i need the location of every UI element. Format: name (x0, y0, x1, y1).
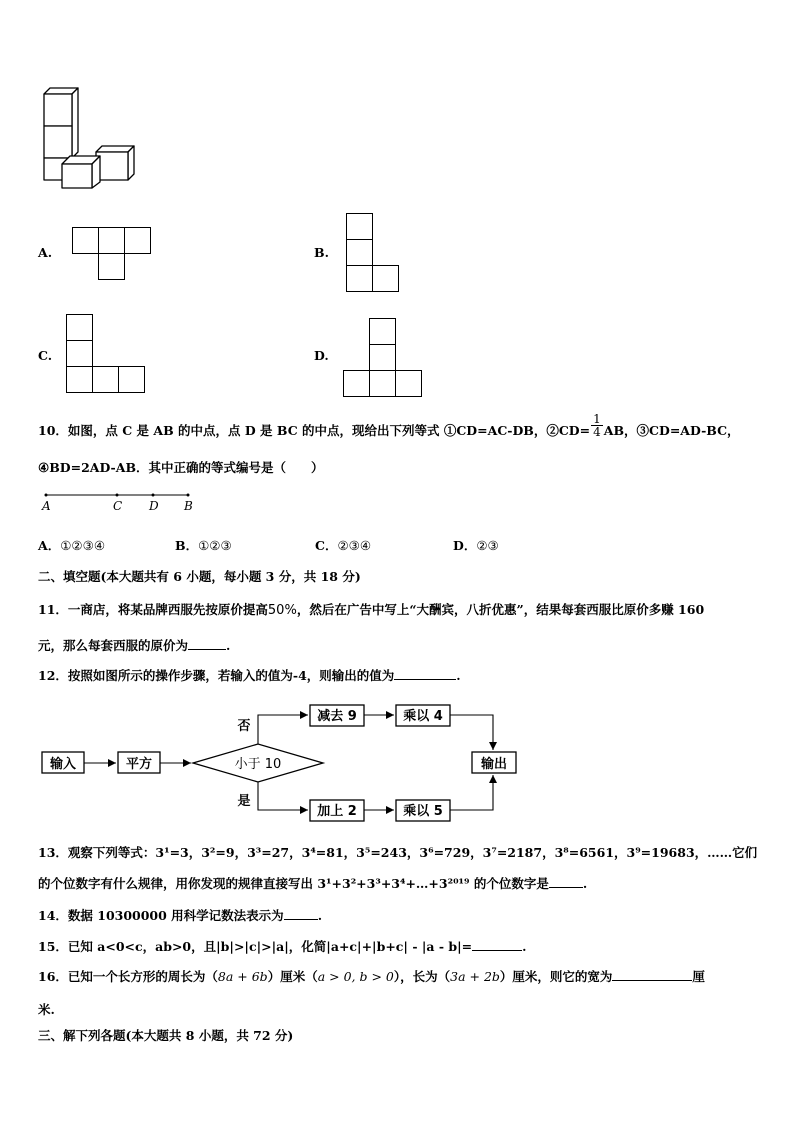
q15-answer-blank[interactable] (472, 937, 522, 951)
flow-add2-label: 加上 2 (317, 804, 357, 819)
q10-option-c[interactable]: C．②③④ (315, 538, 372, 553)
q10-line1 (38, 412, 740, 439)
q14-line: 14．数据 10300000 用科学记数法表示为 . (38, 908, 323, 923)
flow-square-label: 平方 (125, 757, 153, 772)
q13-line1: 13．观察下列等式：3¹=3，3²=9，3³=27，3⁴=81，3⁵=243，3⁶=729，3⁷=2187，3⁸=6561，3⁹=19683，……它们 (38, 845, 758, 860)
option-b-label[interactable]: B. (314, 245, 329, 260)
q10-segment-figure (38, 488, 198, 514)
option-b-net (346, 213, 402, 295)
q10-frac-num: 1 (593, 412, 601, 426)
q15-line: 15．已知 a<0<c，ab>0，且|b|>|c|>|a|，化简|a+c|+|b+c| - |a - b|= . (38, 939, 527, 954)
flow-no-label: 否 (237, 719, 251, 734)
option-c-label[interactable]: C. (38, 348, 53, 363)
q10-text-b: AB，③CD=AD-BC， (603, 423, 740, 438)
flow-input-label: 输入 (49, 757, 77, 772)
option-d-net (343, 318, 427, 400)
q10-text-a: 10．如图，点 C 是 AB 的中点，点 D 是 BC 的中点，现给出下列等式 ①CD=AC-DB，②CD= (38, 423, 591, 438)
q14-answer-blank[interactable] (284, 906, 318, 920)
q10-option-a[interactable]: A．①②③④ (38, 538, 106, 553)
point-a-label: A (42, 499, 51, 513)
q10-option-b[interactable]: B．①②③ (175, 538, 232, 553)
flow-condition-label: 小于 10 (234, 757, 282, 772)
q10-line2: ④BD=2AD-AB．其中正确的等式编号是（ ） (38, 460, 324, 475)
q16-line2: 米. (38, 1002, 55, 1017)
section-2-heading: 二、填空题(本大题共有 6 小题，每小题 3 分，共 18 分) (38, 569, 361, 584)
q12-flowchart (38, 702, 528, 830)
q11-answer-blank[interactable] (188, 636, 226, 650)
q16-answer-blank[interactable] (612, 967, 692, 981)
q13-line2: 的个位数字有什么规律，用你发现的规律直接写出 3¹+3²+3³+3⁴+…+3²⁰¹⁹ 的个位数字是 . (38, 876, 588, 891)
q16-line1: 16．已知一个长方形的周长为（8a + 6b）厘米（a > 0, b > 0），长为（3a + 2b）厘米，则它的宽为 厘 (38, 969, 705, 984)
q10-fraction (591, 413, 603, 438)
flow-sub9-label: 减去 9 (317, 709, 357, 724)
flow-mul4-label: 乘以 4 (403, 709, 443, 724)
cube-solid-figure (38, 86, 138, 190)
q12-answer-blank[interactable] (394, 666, 456, 680)
flow-mul5-label: 乘以 5 (403, 804, 443, 819)
q10-option-d[interactable]: D．②③ (453, 538, 499, 553)
q12-line: 12．按照如图所示的操作步骤，若输入的值为-4，则输出的值为 . (38, 668, 461, 683)
flow-output-label: 输出 (480, 757, 508, 772)
point-b-label: B (184, 499, 193, 513)
option-c-net (66, 314, 150, 396)
q13-answer-blank[interactable] (549, 874, 583, 888)
flow-yes-label: 是 (237, 794, 251, 809)
point-c-label: C (113, 499, 123, 513)
q10-frac-den: 4 (593, 425, 601, 439)
q11-line2: 元，那么每套西服的原价为 . (38, 638, 231, 653)
option-a-net (72, 227, 154, 283)
option-a-label[interactable]: A. (38, 245, 53, 260)
q11-line1: 11．一商店，将某品牌西服先按原价提高50%，然后在广告中写上“大酬宾，八折优惠”，结果每套西服比原价多赚 160 (38, 602, 705, 618)
section-3-heading: 三、解下列各题(本大题共 8 小题，共 72 分) (38, 1028, 294, 1043)
point-d-label: D (149, 499, 159, 513)
option-d-label[interactable]: D. (314, 348, 329, 363)
